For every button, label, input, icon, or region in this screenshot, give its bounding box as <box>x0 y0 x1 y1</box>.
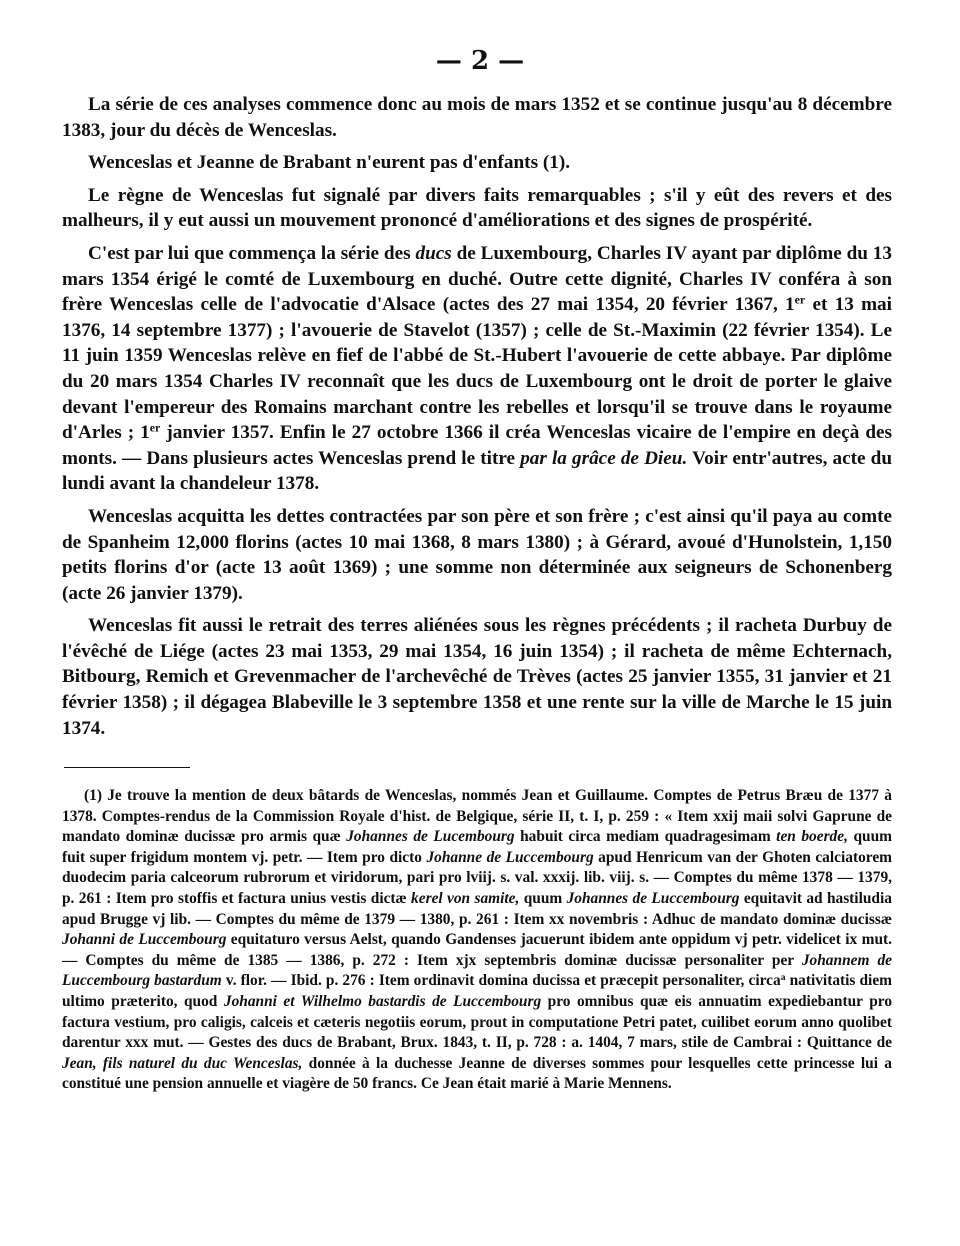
paragraph-5: Wenceslas acquitta les dettes contractées par son père et son frère ; c'est ainsi qu'il paya au comte de Spanheim 12,000 florins (actes 10 mai 1368, 8 mars 1380) ; à Gérard, avoué d'Hunolstein, 1,150 petits florins d'or (acte 13 août 1369) ; une somme non déterminée aux seigneurs de Schonenberg (acte 26 janvier 1379). <box>62 505 892 604</box>
paragraph-3: Le règne de Wenceslas fut signalé par divers faits remarquables ; s'il y eût des revers et des malheurs, il y eut aussi un mouvement prononcé d'améliorations et des signes de prospérité. <box>62 184 892 232</box>
footnote-text: equitaturo versus Aelst, quando Gandenses jacuerunt ibidem ante oppidum vj petr. videlicet ix mut. — Comptes du même de 1385 — 1386, p. 272 : Item xjx septembris dominæ ducissæ personaliter per <box>62 931 892 969</box>
footnote-italic: Jean, fils naturel du duc Wenceslas, <box>62 1054 303 1072</box>
superscript-er: er <box>794 292 806 307</box>
paragraph-4-text-d: janvier 1357. Enfin le 27 octobre 1366 il créa Wenceslas vicaire de l'empire en deçà des monts. — Dans plusieurs actes Wenceslas prend le titre <box>62 422 892 469</box>
footnote-text: v. flor. — Ibid. p. 276 : Item ordinavit domina ducissa et præcepit personaliter, circa <box>225 972 781 990</box>
paragraph-4-text-a: C'est par lui que commença la série des <box>88 242 411 264</box>
footnote-italic: Johanni de Luccembourg <box>62 931 227 949</box>
paragraph-4-text-c: et 13 mai 1376, 14 septembre 1377) ; l'avouerie de Stavelot (1357) ; celle de St.-Maximin (22 février 1354). Le 11 juin 1359 Wenceslas relève en fief de l'abbé de St.-Hubert l'avouerie de cette abbaye. Par diplôme du 20 mars 1354 Charles IV reconnaît que les ducs de Luxembourg ont le droit de porter le glaive devant l'empereur des Romains marchant contre les rebelles et lorsqu'il se trouve dans le royaume d'Arles ; 1 <box>62 294 892 444</box>
footnote-italic: kerel von samite, <box>411 889 520 907</box>
footnote-italic: Johanne de Luccembourg <box>426 848 594 866</box>
paragraph-2: Wenceslas et Jeanne de Brabant n'eurent pas d'enfants (1). <box>88 152 571 174</box>
footnote-text: (1) Je trouve la mention de deux bâtards de Wenceslas, nommés Jean et Guillaume. Comptes de Petrus Bræu de 1377 à 1378. Comptes-rendus de la Commission Royale d'hist. de Belgique, série II, t. I, p. 259 : « Item xxij maii solvi Gaprune de mandato dominæ ducissæ pro armis quæ <box>62 787 892 846</box>
footnote-italic: Johannes de Lucembourg <box>346 828 515 846</box>
footnote-italic: ten boerde, <box>776 828 848 846</box>
footnote-1 <box>62 786 892 1095</box>
superscript-a: a <box>780 972 786 984</box>
footnote-text: equitavit ad hastiludia apud Brugge vj lib. — Comptes du même de 1379 — 1380, p. 261 : Item xx novembris : Adhuc de mandato dominæ ducissæ <box>62 889 892 928</box>
main-text <box>62 92 892 748</box>
paragraph-4-text-b: de Luxembourg, Charles IV ayant par diplôme du 13 mars 1354 érigé le comté de Luxembourg en duché. Outre cette dignité, Charles IV conféra à son frère Wenceslas celle de l'advocatie d'Alsace (actes des 27 mai 1354, 20 février 1367, 1 <box>62 242 892 316</box>
paragraph-4 <box>62 241 892 497</box>
italic-ducs: ducs <box>415 242 452 264</box>
footnote-text: pro omnibus quæ eis annuatim expediebantur pro factura vestium, pro caligis, calceis et cæteris negotiis eorum, prout in computatione Petri patet, cuilibet eorum anno quolibet darentur xxx mut. — Gestes des ducs de Brabant, Brux. 1843, t. II, p. 728 : a. 1404, 7 mars, stile de Cambrai : Quittance de <box>62 992 893 1052</box>
footnote-text: donnée à la duchesse Jeanne de diverses sommes pour lesquelles cette princesse lui a constitué une pension annuelle et viagère de 50 francs. Ce Jean était marié à Marie Mennens. <box>62 1054 892 1093</box>
footnote-text: habuit circa mediam quadragesimam <box>520 828 771 846</box>
footnote-italic: Johannes de Luccembourg <box>566 889 740 907</box>
superscript-er: er <box>149 420 161 435</box>
paragraph-1: La série de ces analyses commence donc au mois de mars 1352 et se continue jusqu'au 8 décembre 1383, jour du décès de Wenceslas. <box>62 94 892 141</box>
footnote-separator <box>64 767 190 768</box>
paragraph-4-text-e: Voir entr'autres, acte du lundi avant la chandeleur 1378. <box>62 447 893 495</box>
footnote-text: nativitatis diem ultimo præterito, quod <box>62 972 892 1010</box>
footnote-text: quum <box>523 889 563 907</box>
footnote-text: quum fuit super frigidum montem vj. petr. — Item pro dicto <box>62 828 892 866</box>
footnote <box>62 786 892 1095</box>
footnote-italic: Johannem de Luccembourg bastardum <box>62 951 892 990</box>
page-number: — 2 — <box>435 46 525 76</box>
footnote-text: apud Henricum van der Ghoten calciatorem duodecim paria calceorum rubrorum et viridorum, pari pro lviij. s. val. xxxij. lib. viij. s. — Comptes du même 1378 — 1379, p. 261 : Item pro stoffis et factura unius vestis dictæ <box>62 848 892 907</box>
italic-par-la-grace-de-dieu: par la grâce de Dieu. <box>520 447 688 469</box>
footnote-italic: Johanni et Wilhelmo bastardis de Luccembourg <box>223 992 542 1010</box>
paragraph-6: Wenceslas fit aussi le retrait des terres aliénées sous les règnes précédents ; il racheta Durbuy de l'évêché de Liége (actes 23 mai 1353, 29 mai 1354, 16 juin 1354) ; il racheta de même Echternach, Bitbourg, Remich et Grevenmacher de l'archevêché de Trèves (actes 25 janvier 1355, 31 janvier et 21 février 1358) ; il dégagea Blabeville le 3 septembre 1358 et une rente sur la ville de Marche le 15 juin 1374. <box>62 615 892 739</box>
